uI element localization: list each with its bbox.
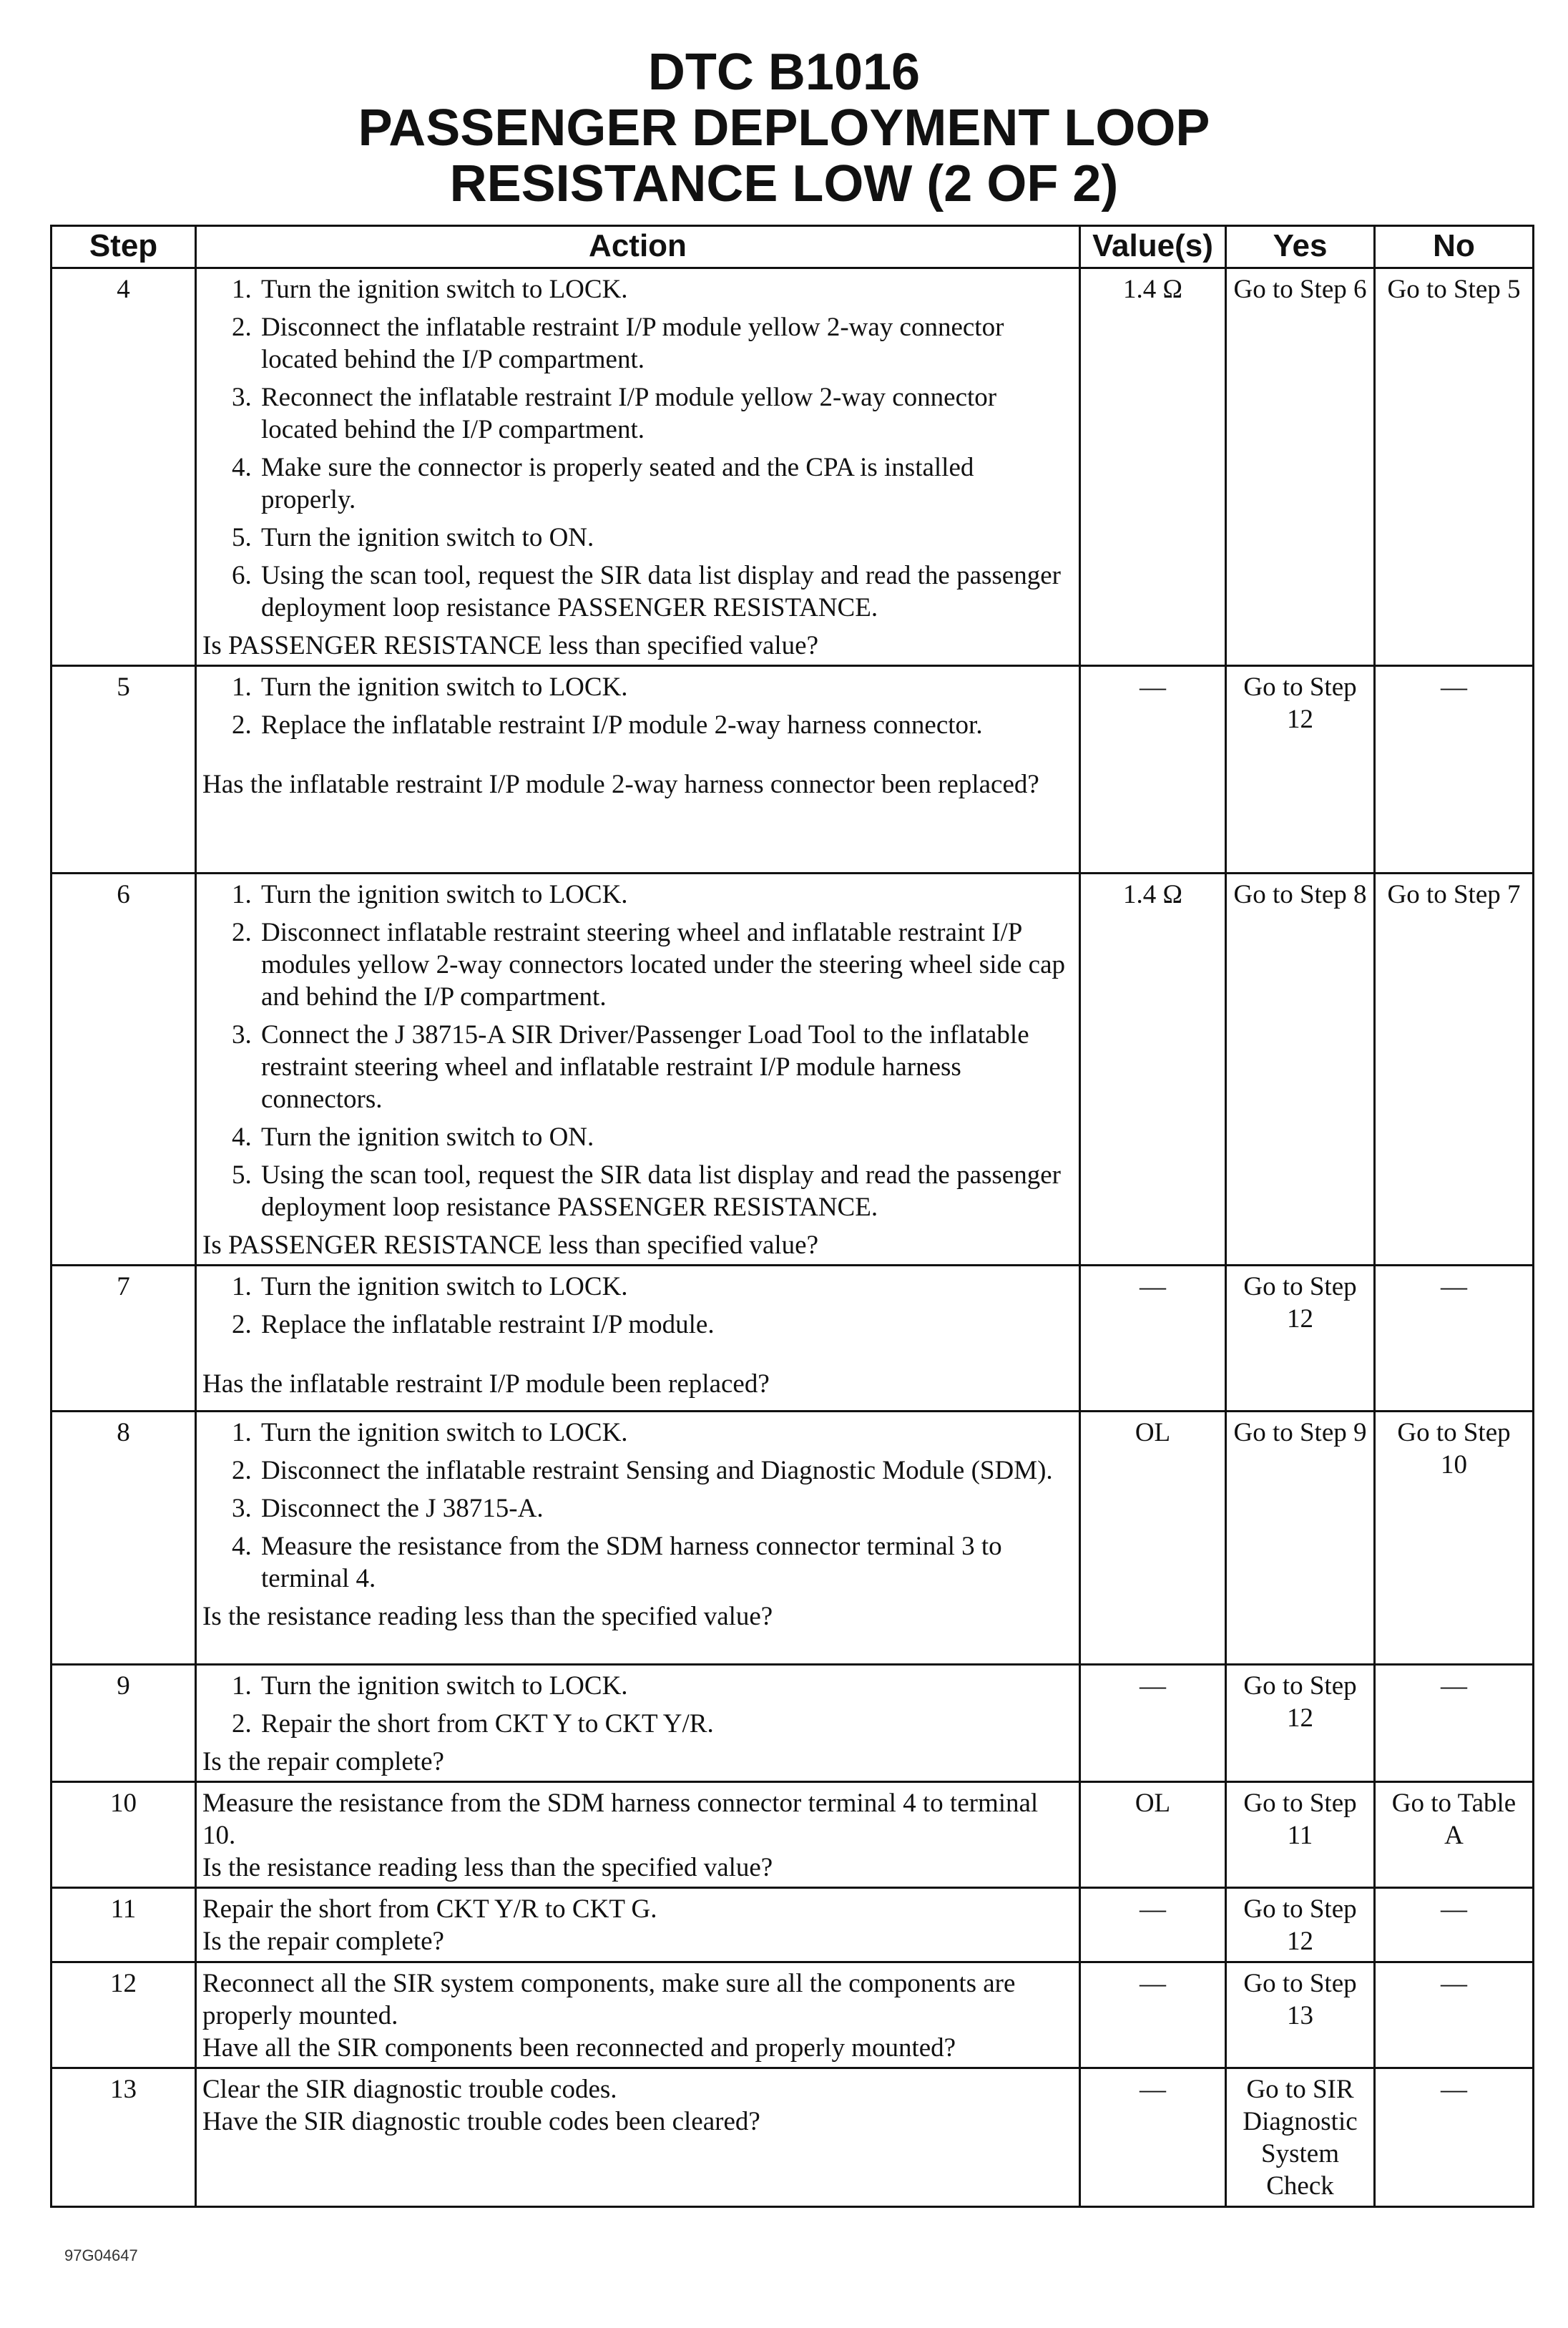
title-line-1: DTC B1016 [647, 44, 921, 101]
action-list-item: 2. Disconnect the inflatable restraint Sensing and Diagnostic Module (SDM). [258, 1454, 1073, 1487]
action-list [202, 1271, 1073, 1341]
step-number: 9 [52, 1665, 196, 1782]
action-list-item: 1. Turn the ignition switch to LOCK. [258, 1271, 1073, 1303]
action-text: Clear the SIR diagnostic trouble codes. [202, 2075, 617, 2104]
yes-cell: Go to Step 8 [1226, 874, 1375, 1266]
value-cell: — [1080, 1266, 1226, 1412]
action-list-item: 2. Replace the inflatable restraint I/P module 2-way harness connector. [258, 709, 1073, 741]
yes-cell: Go to Step 12 [1226, 1266, 1375, 1412]
action-cell [196, 2068, 1080, 2207]
table-row [52, 1266, 1534, 1412]
header-values: Value(s) [1080, 226, 1226, 268]
header-step: Step [52, 226, 196, 268]
value-cell: OL [1080, 1782, 1226, 1888]
value-cell: — [1080, 1665, 1226, 1782]
action-list [202, 879, 1073, 1223]
yes-cell: Go to Step 12 [1226, 666, 1375, 874]
no-cell: Go to Table A [1375, 1782, 1534, 1888]
action-question: Is PASSENGER RESISTANCE less than specified value? [202, 631, 819, 660]
action-question: Is PASSENGER RESISTANCE less than specified value? [202, 1231, 819, 1260]
action-list-item: 1. Turn the ignition switch to LOCK. [258, 1417, 1073, 1449]
page-title [0, 44, 1568, 212]
action-list-item: 1. Turn the ignition switch to LOCK. [258, 879, 1073, 911]
step-number: 5 [52, 666, 196, 874]
yes-cell: Go to Step 13 [1226, 1962, 1375, 2068]
table-row [52, 1962, 1534, 2068]
action-list-item: 2. Disconnect the inflatable restraint I/P module yellow 2-way connector located behind the I/P compartment. [258, 311, 1073, 376]
action-text: Reconnect all the SIR system components, make sure all the components are properly mounted. [202, 1969, 1016, 2030]
no-cell: — [1375, 1888, 1534, 1962]
action-list-item: 5. Turn the ignition switch to ON. [258, 522, 1073, 554]
no-cell: — [1375, 666, 1534, 874]
step-number: 4 [52, 268, 196, 666]
action-question: Is the resistance reading less than the specified value? [202, 1853, 773, 1882]
action-cell [196, 666, 1080, 874]
value-cell: — [1080, 1888, 1226, 1962]
table-row [52, 1888, 1534, 1962]
table-row [52, 2068, 1534, 2207]
action-list-item: 1. Turn the ignition switch to LOCK. [258, 671, 1073, 703]
step-number: 12 [52, 1962, 196, 2068]
yes-cell: Go to Step 9 [1226, 1412, 1375, 1665]
figure-code: 97G04647 [64, 2246, 138, 2264]
no-cell: — [1375, 1266, 1534, 1412]
diagnostic-table [50, 225, 1534, 2208]
action-cell [196, 268, 1080, 666]
header-action: Action [196, 226, 1080, 268]
no-cell: Go to Step 10 [1375, 1412, 1534, 1665]
table-body [52, 268, 1534, 2207]
header-no: No [1375, 226, 1534, 268]
table-row [52, 874, 1534, 1266]
step-number: 7 [52, 1266, 196, 1412]
action-question: Is the resistance reading less than the specified value? [202, 1602, 773, 1631]
action-text: Measure the resistance from the SDM harness connector terminal 4 to terminal 10. [202, 1789, 1039, 1850]
action-list-item: 2. Disconnect inflatable restraint steering wheel and inflatable restraint I/P modules yellow 2-way connectors located under the steering wheel side cap and behind the I/P compartment. [258, 916, 1073, 1013]
action-text: Repair the short from CKT Y/R to CKT G. [202, 1894, 657, 1924]
step-number: 8 [52, 1412, 196, 1665]
action-list-item: 1. Turn the ignition switch to LOCK. [258, 1670, 1073, 1702]
action-question: Is the repair complete? [202, 1747, 444, 1776]
step-number: 11 [52, 1888, 196, 1962]
action-cell [196, 1962, 1080, 2068]
action-cell [196, 1782, 1080, 1888]
step-number: 10 [52, 1782, 196, 1888]
action-list-item: 3. Disconnect the J 38715-A. [258, 1492, 1073, 1525]
action-cell [196, 1266, 1080, 1412]
header-yes: Yes [1226, 226, 1375, 268]
action-list-item: 3. Connect the J 38715-A SIR Driver/Passenger Load Tool to the inflatable restraint steering wheel and inflatable restraint I/P module harness connectors. [258, 1019, 1073, 1115]
table-header-row [52, 226, 1534, 268]
action-question: Have the SIR diagnostic trouble codes been cleared? [202, 2107, 760, 2136]
yes-cell: Go to SIR Diagnostic System Check [1226, 2068, 1375, 2207]
step-number: 13 [52, 2068, 196, 2207]
value-cell: — [1080, 666, 1226, 874]
action-list-item: 3. Reconnect the inflatable restraint I/P module yellow 2-way connector located behind the I/P compartment. [258, 381, 1073, 446]
action-cell [196, 874, 1080, 1266]
step-number: 6 [52, 874, 196, 1266]
action-list-item: 2. Replace the inflatable restraint I/P module. [258, 1309, 1073, 1341]
action-question: Is the repair complete? [202, 1927, 444, 1956]
value-cell: OL [1080, 1412, 1226, 1665]
title-line-2: PASSENGER DEPLOYMENT LOOP [358, 99, 1210, 157]
action-list-item: 1. Turn the ignition switch to LOCK. [258, 273, 1073, 305]
value-cell: — [1080, 1962, 1226, 2068]
action-list-item: 5. Using the scan tool, request the SIR data list display and read the passenger deployment loop resistance PASSENGER RESISTANCE. [258, 1159, 1073, 1223]
no-cell: — [1375, 1665, 1534, 1782]
action-list-item: 4. Turn the ignition switch to ON. [258, 1121, 1073, 1153]
action-question: Has the inflatable restraint I/P module been replaced? [202, 1369, 770, 1399]
action-question: Have all the SIR components been reconnected and properly mounted? [202, 2033, 956, 2063]
action-list-item: 2. Repair the short from CKT Y to CKT Y/R. [258, 1708, 1073, 1740]
title-line-3: RESISTANCE LOW (2 OF 2) [449, 155, 1119, 212]
action-cell [196, 1665, 1080, 1782]
action-list-item: 4. Make sure the connector is properly seated and the CPA is installed properly. [258, 451, 1073, 516]
action-list-item: 6. Using the scan tool, request the SIR data list display and read the passenger deployment loop resistance PASSENGER RESISTANCE. [258, 559, 1073, 624]
action-list-item: 4. Measure the resistance from the SDM harness connector terminal 3 to terminal 4. [258, 1530, 1073, 1595]
action-cell [196, 1412, 1080, 1665]
value-cell: — [1080, 2068, 1226, 2207]
table-row [52, 1782, 1534, 1888]
action-list [202, 671, 1073, 741]
no-cell: — [1375, 2068, 1534, 2207]
table-row [52, 666, 1534, 874]
yes-cell: Go to Step 6 [1226, 268, 1375, 666]
table-row [52, 268, 1534, 666]
action-list [202, 1417, 1073, 1595]
yes-cell: Go to Step 12 [1226, 1888, 1375, 1962]
table-row [52, 1665, 1534, 1782]
no-cell: — [1375, 1962, 1534, 2068]
yes-cell: Go to Step 11 [1226, 1782, 1375, 1888]
no-cell: Go to Step 5 [1375, 268, 1534, 666]
action-list [202, 273, 1073, 624]
table-row [52, 1412, 1534, 1665]
action-cell [196, 1888, 1080, 1962]
action-question: Has the inflatable restraint I/P module 2-way harness connector been replaced? [202, 770, 1039, 799]
action-list [202, 1670, 1073, 1740]
value-cell: 1.4 Ω [1080, 874, 1226, 1266]
value-cell: 1.4 Ω [1080, 268, 1226, 666]
no-cell: Go to Step 7 [1375, 874, 1534, 1266]
yes-cell: Go to Step 12 [1226, 1665, 1375, 1782]
